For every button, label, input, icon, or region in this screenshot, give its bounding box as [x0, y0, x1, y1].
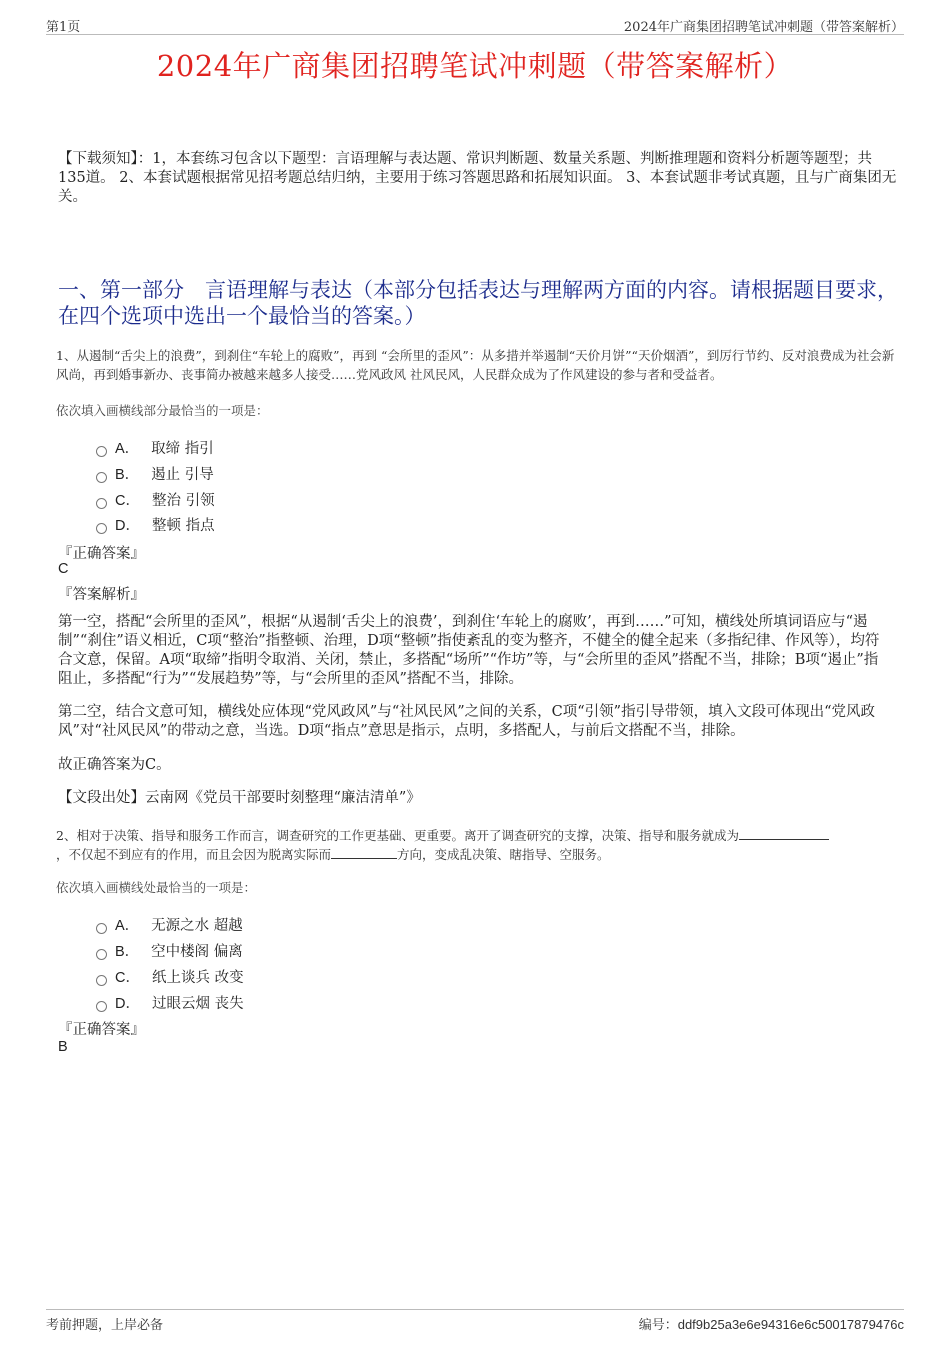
question-1-stem: 1、从遏制“舌尖上的浪费”，到刹住“车轮上的腐败”，再到 “会所里的歪风”：从多措并举遏制“天价月饼”“天价烟酒”，到厉行节约、反对浪费成为社会新风尚，再到婚事新办、丧事简办被越来越多人接受……党风政风 社风民风，人民群众成为了作风建设的参与者和受益者。 — [56, 348, 895, 382]
footer-slogan: 考前押题，上岸必备 — [46, 1318, 164, 1333]
blank-line — [331, 858, 397, 859]
option-letter: D． — [115, 996, 140, 1012]
option-text: 遏止 引导 — [151, 467, 214, 483]
option-text: 过眼云烟 丧失 — [151, 996, 244, 1012]
question-2-stem — [56, 826, 896, 864]
radio-icon[interactable] — [96, 498, 107, 509]
radio-icon[interactable] — [96, 923, 107, 934]
question-1-option-b[interactable] — [96, 463, 214, 483]
radio-icon[interactable] — [96, 975, 107, 986]
blank-line — [739, 839, 829, 840]
radio-icon[interactable] — [96, 523, 107, 534]
question-2-answer: B — [58, 1039, 68, 1055]
option-text: 纸上谈兵 改变 — [151, 970, 244, 986]
radio-icon[interactable] — [96, 1001, 107, 1012]
page-number: 第1页 — [46, 20, 81, 35]
question-1-option-d[interactable] — [96, 514, 215, 534]
question-2-option-d[interactable] — [96, 992, 244, 1012]
question-2-option-b[interactable] — [96, 940, 243, 960]
stem-text: 方向，变成乱决策、瞎指导、空服务。 — [397, 847, 610, 862]
header-doc-title: 2024年广商集团招聘笔试冲刺题（带答案解析） — [623, 20, 904, 35]
question-1-option-a[interactable] — [96, 437, 214, 457]
question-2-option-c[interactable] — [96, 966, 244, 986]
question-1-option-c[interactable] — [96, 489, 215, 509]
question-1-analysis-paragraph: 第一空，搭配“会所里的歪风”，根据“从遏制‘舌尖上的浪费’，到刹住‘车轮上的腐败’，再到……”可知，横线处所填词语应与“遏制”“刹住”语义相近，C项“整治”指整顿、治理，D项“整顿”指使紊乱的变为整齐，不健全的健全起来（多指纪律、作风等），均符合文意，保留。A项“取缔”指明令取消、关闭，禁止，多搭配“场所”“作坊”等，与“会所里的歪风”搭配不当，排除；B项“遏止”指阻止，多搭配“行为”“发展趋势”等，与“会所里的歪风”搭配不当，排除。 — [58, 614, 880, 687]
radio-icon[interactable] — [96, 472, 107, 483]
question-2-option-a[interactable] — [96, 914, 243, 934]
radio-icon[interactable] — [96, 949, 107, 960]
download-notice: 【下载须知】：1，本套练习包含以下题型：言语理解与表达题、常识判断题、数量关系题、判断推理题和资料分析题等题型；共135道。 2、本套试题根据常见招考题总结归纳，主要用于练习答题思路和拓展知识面。 3、本套试题非考试真题，且与广商集团无关。 — [58, 151, 897, 205]
option-letter: A． — [115, 918, 140, 934]
stem-text: 2、相对于决策、指导和服务工作而言，调查研究的工作更基础、更重要。离开了调查研究的支撑，决策、指导和服务就成为 — [56, 828, 739, 843]
question-1-analysis-label: 『答案解析』 — [58, 587, 145, 603]
question-2-answer-label: 『正确答案』 — [58, 1022, 145, 1038]
option-text: 取缔 指引 — [151, 441, 214, 457]
footer-code — [639, 1314, 904, 1333]
option-text: 空中楼阁 偏离 — [151, 944, 243, 960]
option-letter: C． — [115, 493, 140, 509]
question-1-source: 【文段出处】云南网《党员干部要时刻整理“廉洁清单”》 — [58, 790, 421, 806]
option-text: 整顿 指点 — [151, 518, 215, 534]
option-text: 整治 引领 — [151, 493, 215, 509]
code-value: ddf9b25a3e6e94316e6c50017879476c — [677, 1317, 904, 1332]
page-header — [46, 14, 904, 35]
radio-icon[interactable] — [96, 446, 107, 457]
section-heading: 一、第一部分 言语理解与表达（本部分包括表达与理解两方面的内容。请根据题目要求，在四个选项中选出一个最恰当的答案。） — [58, 278, 898, 328]
question-1-analysis-paragraph: 第二空，结合文意可知，横线处应体现“党风政风”与“社风民风”之间的关系，C项“引领”指引导带领，填入文段可体现出“党风政风”对“社风民风”的带动之意，当选。D项“指点”意思是指示，点明，多搭配人，与前后文搭配不当，排除。 — [58, 704, 875, 739]
option-letter: A． — [115, 441, 140, 457]
option-letter: D． — [115, 518, 140, 534]
option-letter: B． — [115, 944, 140, 960]
question-1-conclusion: 故正确答案为C。 — [58, 757, 171, 773]
option-text: 无源之水 超越 — [151, 918, 243, 934]
question-1-prompt: 依次填入画横线部分最恰当的一项是： — [56, 403, 269, 418]
stem-text: ，不仅起不到应有的作用，而且会因为脱离实际而 — [56, 847, 332, 862]
document-title: 2024年广商集团招聘笔试冲刺题（带答案解析） — [156, 49, 794, 83]
option-letter: C． — [115, 970, 140, 986]
question-1-answer-label: 『正确答案』 — [58, 546, 145, 562]
code-label: 编号： — [638, 1318, 678, 1333]
question-2-prompt: 依次填入画横线处最恰当的一项是： — [56, 880, 257, 895]
question-1-answer: C — [58, 561, 69, 577]
option-letter: B． — [115, 467, 140, 483]
page-footer — [46, 1309, 904, 1334]
